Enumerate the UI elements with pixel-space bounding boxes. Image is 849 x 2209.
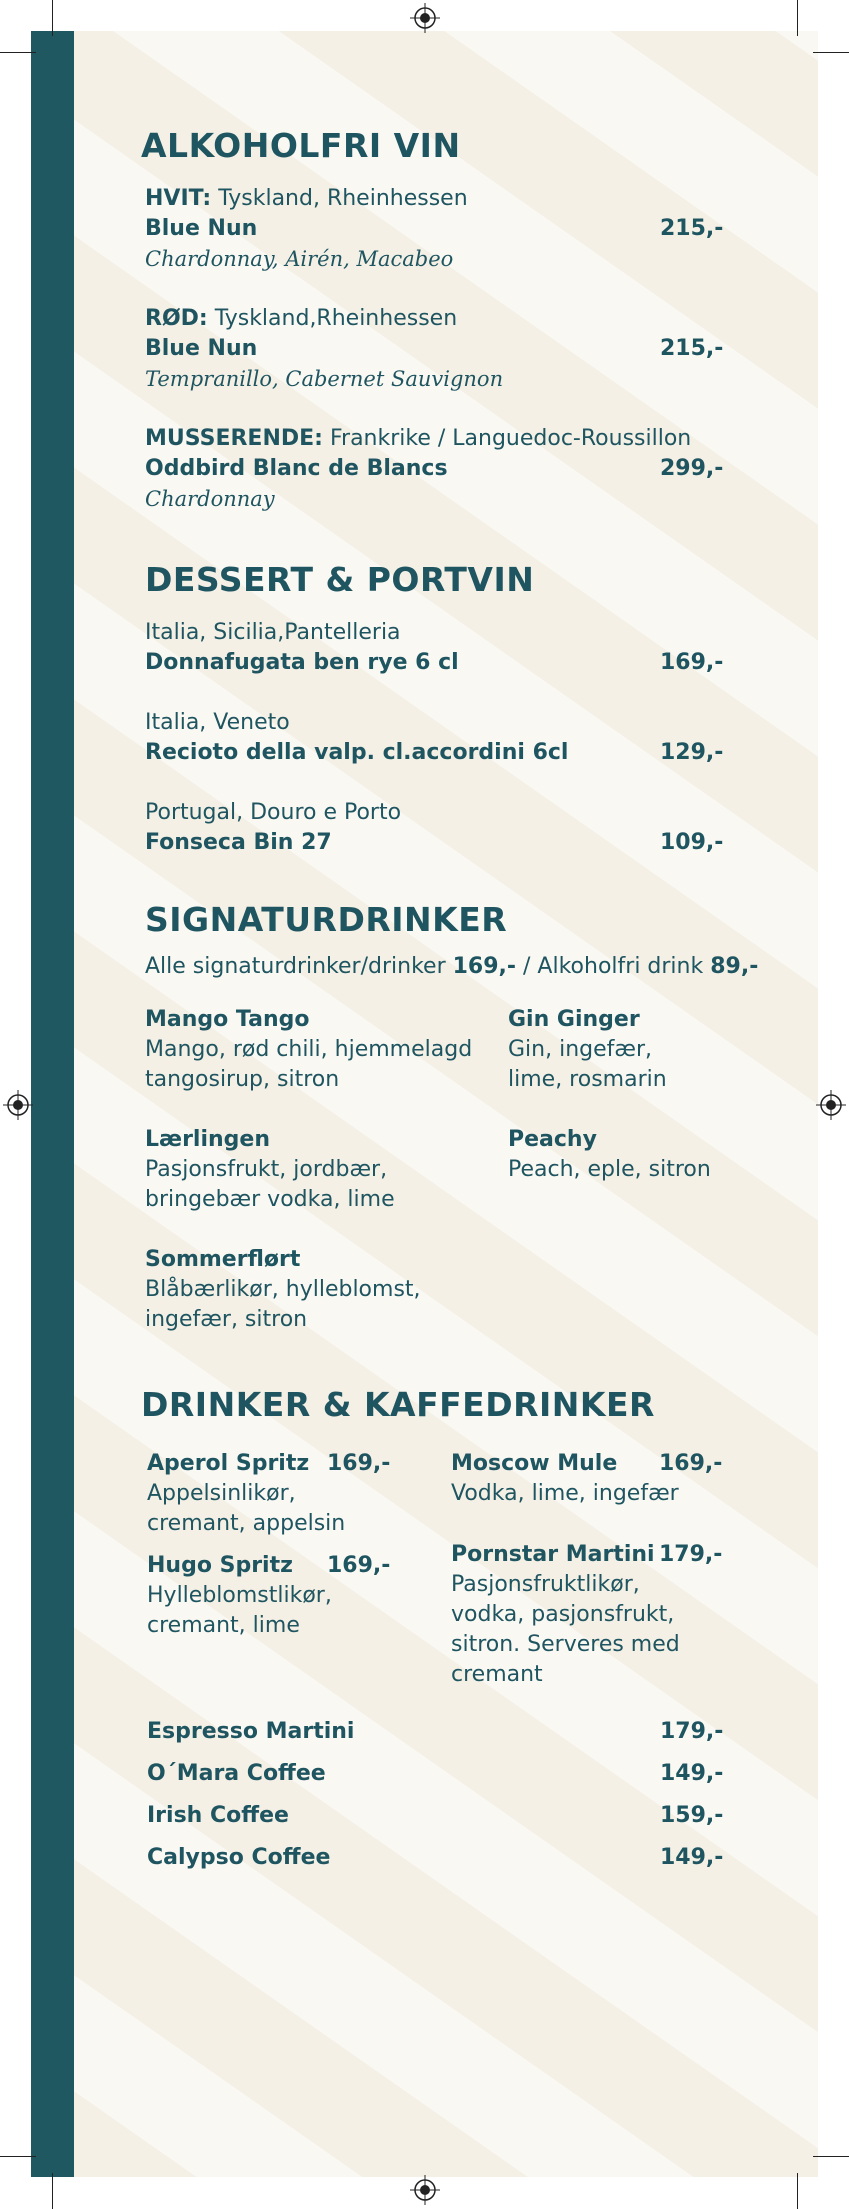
wine-category: HVIT: [145,186,212,211]
crop-mark [797,2173,798,2209]
wine-origin-line [145,426,691,451]
drink-desc: Pasjonsfrukt, jordbær, [145,1157,388,1182]
coffee-price: 149,- [660,1761,724,1786]
dessert-name: Fonseca Bin 27 [145,830,332,855]
drink-name: Gin Ginger [508,1007,640,1032]
cocktail-name: Moscow Mule [451,1451,618,1476]
cocktail-card [147,1449,391,1539]
dessert-origin: Portugal, Douro e Porto [145,800,402,825]
crop-mark [0,2156,36,2157]
cocktail-price: 169,- [327,1553,391,1578]
section-title-signatur: SIGNATURDRINKER [145,900,508,939]
cocktail-desc: vodka, pasjonsfrukt, [451,1602,675,1627]
drink-name: Sommerflørt [145,1247,301,1272]
dessert-name: Recioto della valp. cl.accordini 6cl [145,740,569,765]
drink-desc: Peach, eple, sitron [508,1157,711,1182]
drink-card [508,1125,711,1185]
side-bar [31,31,74,2177]
registration-mark-icon [410,2175,440,2205]
cocktail-desc: sitron. Serveres med [451,1632,680,1657]
cocktail-name: Aperol Spritz [147,1451,310,1476]
signatur-intro-text2: / Alkoholfri drink [516,954,711,979]
dessert-name: Donnafugata ben rye 6 cl [145,650,459,675]
wine-category: RØD: [145,306,208,331]
registration-mark-icon [3,1090,33,1120]
wine-grapes: Chardonnay [145,487,275,511]
signatur-intro-text: Alle signaturdrinker/drinker [145,954,453,979]
wine-price: 215,- [660,216,724,241]
drink-card [145,1245,421,1335]
dessert-price: 129,- [660,740,724,765]
wine-origin: Frankrike / Languedoc-Roussillon [329,426,692,451]
wine-grapes: Chardonnay, Airén, Macabeo [145,247,454,271]
dessert-price: 109,- [660,830,724,855]
dessert-origin: Italia, Sicilia,Pantelleria [145,620,401,645]
drink-desc: bringebær vodka, lime [145,1187,395,1212]
wine-origin-line [145,306,457,331]
signatur-intro-price2: 89,- [710,954,759,979]
cocktail-name: Hugo Spritz [147,1553,293,1578]
drink-card [145,1005,472,1095]
drink-name: Lærlingen [145,1127,270,1152]
crop-mark [52,2173,53,2209]
cocktail-header [147,1551,391,1581]
coffee-name: Calypso Coffee [147,1845,331,1870]
drink-desc: Mango, rød chili, hjemmelagd [145,1037,473,1062]
cocktail-desc: Appelsinlikør, [147,1481,296,1506]
drink-name: Peachy [508,1127,597,1152]
coffee-name: O´Mara Coffee [147,1761,326,1786]
drink-card [508,1005,667,1095]
coffee-price: 179,- [660,1719,724,1744]
cocktail-desc: Pasjonsfruktlikør, [451,1572,640,1597]
crop-mark [0,52,36,53]
cocktail-desc: Vodka, lime, ingefær [451,1481,679,1506]
cocktail-header [451,1540,723,1570]
cocktail-card [451,1449,723,1509]
wine-grapes: Tempranillo, Cabernet Sauvignon [145,367,504,391]
wine-price: 299,- [660,456,724,481]
drink-name: Mango Tango [145,1007,310,1032]
crop-mark [813,52,849,53]
cocktail-desc: cremant [451,1662,543,1687]
dessert-origin: Italia, Veneto [145,710,290,735]
cocktail-desc: Hylleblomstlikør, [147,1583,332,1608]
wine-category: MUSSERENDE: [145,426,323,451]
drink-desc: tangosirup, sitron [145,1067,340,1092]
wine-origin-line [145,186,468,211]
wine-price: 215,- [660,336,724,361]
coffee-name: Irish Coffee [147,1803,289,1828]
signatur-intro-price: 169,- [452,954,517,979]
crop-mark [813,2156,849,2157]
crop-mark [52,0,53,36]
cocktail-header [147,1449,391,1479]
dessert-price: 169,- [660,650,724,675]
drink-desc: Gin, ingefær, [508,1037,653,1062]
section-title-alkoholfri: ALKOHOLFRI VIN [141,126,461,165]
cocktail-price: 169,- [327,1451,391,1476]
signatur-intro [145,954,758,979]
cocktail-price: 179,- [659,1542,723,1567]
cocktail-card [451,1540,723,1690]
wine-name: Blue Nun [145,216,258,241]
wine-origin: Tyskland, Rheinhessen [218,186,468,211]
cocktail-header [451,1449,723,1479]
section-title-drinker: DRINKER & KAFFEDRINKER [141,1385,655,1424]
registration-mark-icon [410,3,440,33]
crop-mark [797,0,798,36]
wine-name: Blue Nun [145,336,258,361]
drink-card [145,1125,395,1215]
cocktail-card [147,1551,391,1641]
cocktail-desc: cremant, appelsin [147,1511,346,1536]
cocktail-name: Pornstar Martini [451,1542,655,1567]
registration-mark-icon [816,1090,846,1120]
drink-desc: ingefær, sitron [145,1307,308,1332]
wine-origin: Tyskland,Rheinhessen [214,306,458,331]
coffee-price: 149,- [660,1845,724,1870]
coffee-name: Espresso Martini [147,1719,355,1744]
section-title-dessert: DESSERT & PORTVIN [145,560,535,599]
drink-desc: Blåbærlikør, hylleblomst, [145,1277,421,1302]
coffee-price: 159,- [660,1803,724,1828]
wine-name: Oddbird Blanc de Blancs [145,456,448,481]
drink-desc: lime, rosmarin [508,1067,667,1092]
cocktail-price: 169,- [659,1451,723,1476]
cocktail-desc: cremant, lime [147,1613,300,1638]
